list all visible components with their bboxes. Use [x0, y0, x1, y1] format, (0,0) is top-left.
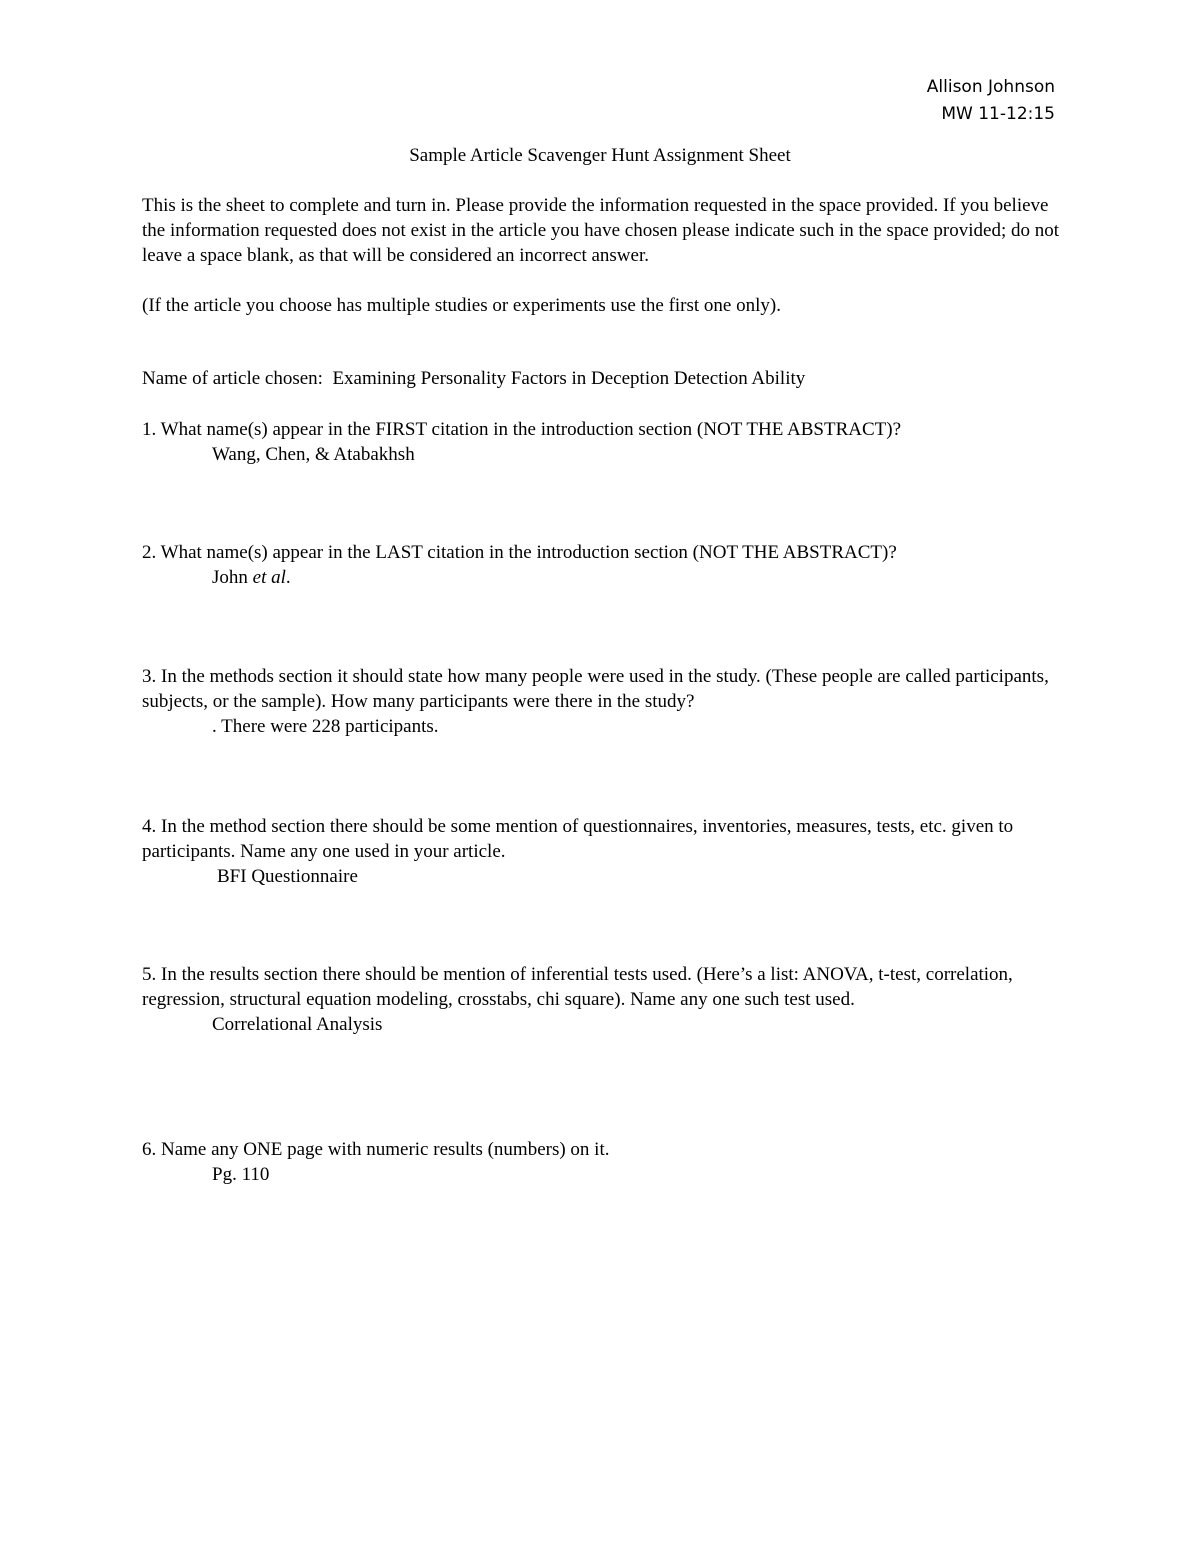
student-name: Allison Johnson: [926, 77, 1055, 97]
answer-suffix: .: [285, 567, 291, 588]
answer-text: Correlational Analysis: [212, 1014, 383, 1035]
answer-text: BFI Questionnaire: [217, 866, 358, 887]
question-item: [142, 417, 1062, 467]
question-text: 1. What name(s) appear in the FIRST citation in the introduction section (NOT THE ABSTRACT)?: [142, 419, 901, 440]
class-time: MW 11-12:15: [941, 104, 1055, 124]
article-label: Name of article chosen:: [142, 368, 323, 389]
question-text: 2. What name(s) appear in the LAST citation in the introduction section (NOT THE ABSTRACT)?: [142, 542, 897, 563]
instructions-note: (If the article you choose has multiple studies or experiments use the first one only).: [142, 295, 781, 316]
header-block: [927, 74, 1055, 128]
answer-text: . There were 228 participants.: [212, 716, 439, 737]
question-text: 5. In the results section there should be mention of inferential tests used. (Here’s a list: ANOVA, t-test, correlation, regression, structural equation modeling, crosstabs, chi square). Name any one such test used.: [142, 964, 1013, 1010]
question-item: [142, 814, 1062, 889]
answer-text: Pg. 110: [212, 1164, 270, 1185]
question-text: 4. In the method section there should be some mention of questionnaires, inventories, measures, tests, etc. given to participants. Name any one used in your article.: [142, 816, 1014, 862]
article-name-line: [142, 366, 1062, 391]
question-item: [142, 1137, 1062, 1187]
instructions-paragraph: This is the sheet to complete and turn in. Please provide the information requested in the space provided. If you believe the information requested does not exist in the article you have chosen please indicate such in the space provided; do not leave a space blank, as that will be considered an incorrect answer.: [142, 195, 1060, 266]
question-text: 3. In the methods section it should state how many people were used in the study. (These people are called participants, subjects, or the sample). How many participants were there in the study?: [142, 666, 1049, 712]
answer-prefix: John: [212, 567, 253, 588]
answer-text: Wang, Chen, & Atabakhsh: [212, 444, 415, 465]
page-title: Sample Article Scavenger Hunt Assignment Sheet: [409, 145, 791, 166]
article-value: Examining Personality Factors in Deception Detection Ability: [332, 368, 806, 389]
question-item: [142, 664, 1062, 739]
answer-italic: et al: [252, 567, 286, 588]
question-item: [142, 962, 1062, 1037]
question-item: [142, 540, 1062, 590]
question-text: 6. Name any ONE page with numeric results (numbers) on it.: [142, 1139, 610, 1160]
answer-text: [142, 565, 1062, 590]
